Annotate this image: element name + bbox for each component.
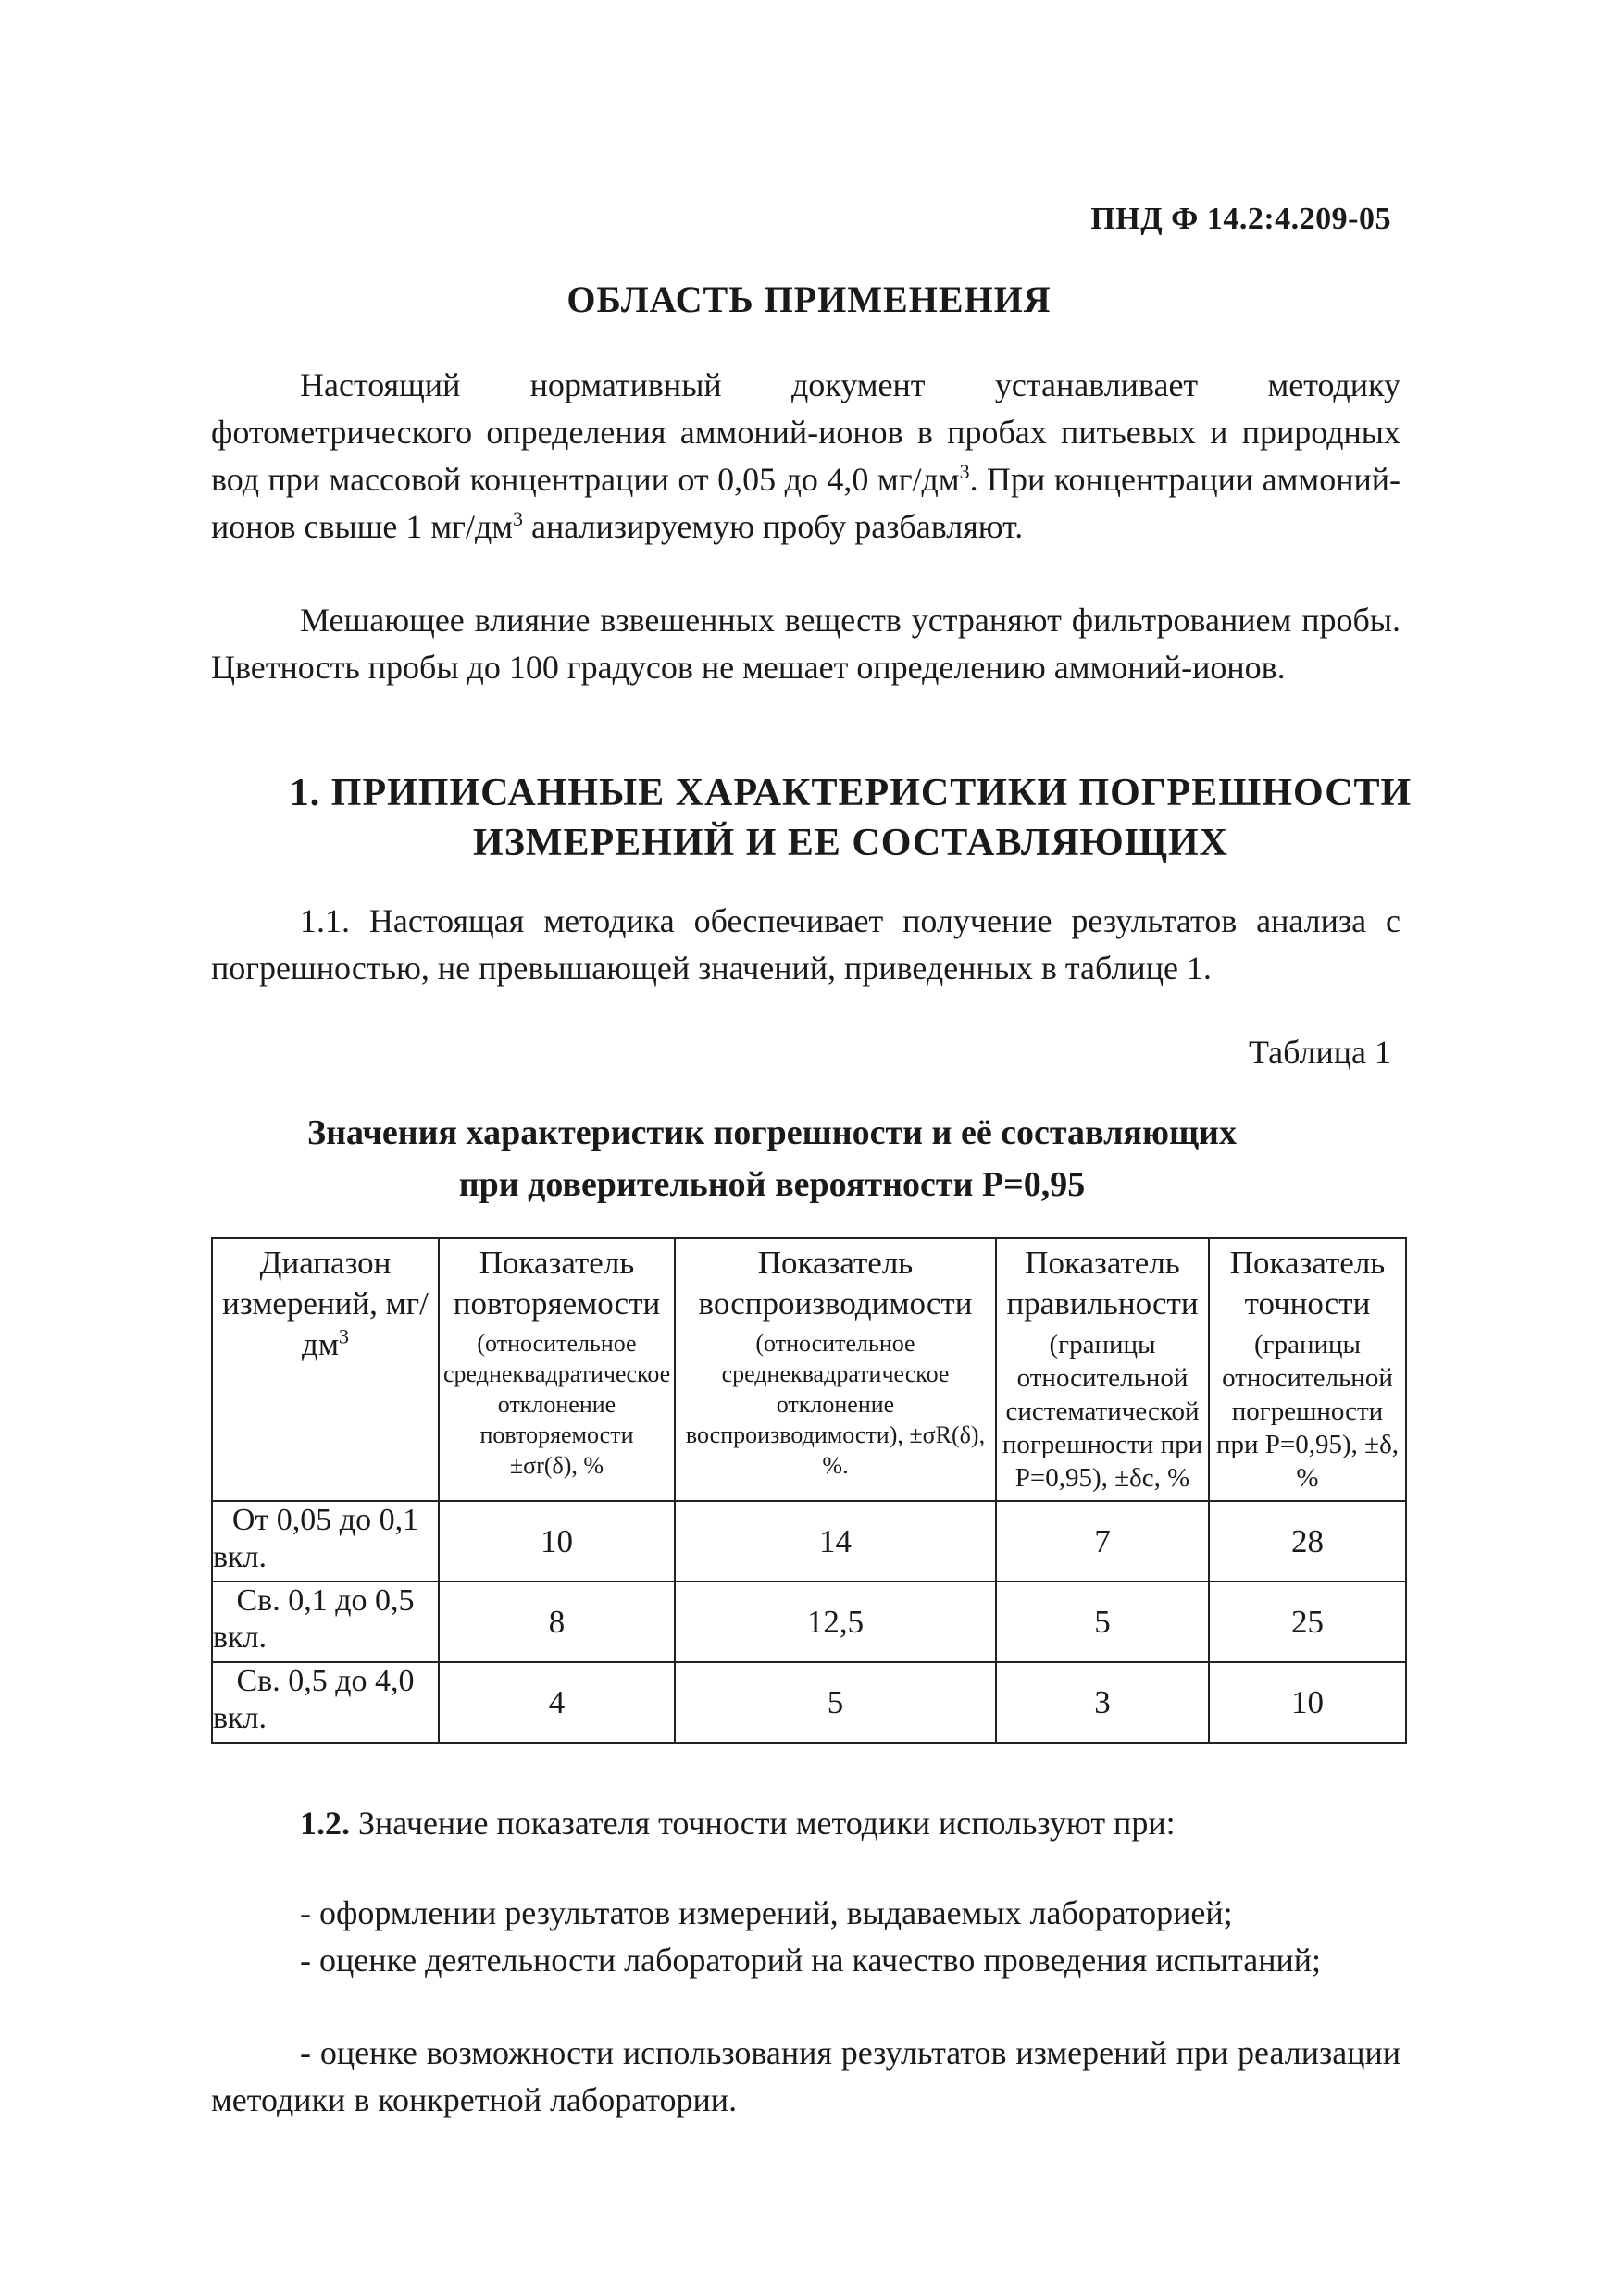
column-header-repeatability-label: Показатель повторяемости — [453, 1245, 661, 1322]
cell-repeatability: 4 — [439, 1662, 675, 1743]
column-header-accuracy-note: (границы относительной погрешности при Р=0,95), ±δ, % — [1215, 1330, 1399, 1493]
superscript-3: 3 — [959, 460, 970, 483]
table-label: Таблица 1 — [1249, 1034, 1391, 1071]
column-header-range-label: Диапазон измерений, мг/дм — [222, 1245, 429, 1362]
scope-paragraph-1-part1: Настоящий нормативный документ устанавливает методику фотометрического определения аммоний-ионов в пробах питьевых и природных вод при массовой концентрации от 0,05 до 4,0 мг/дм — [211, 366, 1400, 498]
cell-accuracy: 28 — [1209, 1501, 1406, 1582]
document-code: ПНД Ф 14.2:4.209-05 — [1090, 202, 1391, 236]
cell-accuracy: 25 — [1209, 1582, 1406, 1662]
column-header-reproducibility-label: Показатель воспроизводимости — [698, 1245, 973, 1322]
cell-correctness: 7 — [996, 1501, 1209, 1582]
error-characteristics-table — [211, 1237, 1407, 1744]
list-item: - оформлении результатов измерений, выдаваемых лабораторией; — [300, 1894, 1233, 1931]
cell-reproducibility: 5 — [675, 1662, 996, 1743]
scope-paragraph-2: Мешающее влияние взвешенных веществ устраняют фильтрованием пробы. Цветность пробы до 100 градусов не мешает определению аммоний-ионов. — [211, 602, 1400, 686]
table-title-line-1: Значения характеристик погрешности и её составляющих — [307, 1113, 1237, 1152]
column-header-accuracy-label: Показатель точности — [1229, 1245, 1386, 1322]
column-header-correctness — [996, 1238, 1209, 1501]
table-row — [212, 1582, 1406, 1662]
table-row — [212, 1501, 1406, 1582]
section-1-heading-line-2: ИЗМЕРЕНИЙ И ЕЕ СОСТАВЛЯЮЩИХ — [473, 822, 1228, 864]
table-title — [0, 1107, 1618, 1210]
column-header-range — [212, 1238, 439, 1501]
cell-range: От 0,05 до 0,1 вкл. — [212, 1501, 439, 1582]
column-header-repeatability-note: (относительное среднеквадратичеcкое отклонение повторяемости ±σr(δ), % — [443, 1330, 671, 1479]
table-title-line-2: при доверительной вероятности Р=0,95 — [458, 1165, 1086, 1204]
cell-reproducibility: 14 — [675, 1501, 996, 1582]
cell-correctness: 5 — [996, 1582, 1209, 1662]
paragraph-1-1: 1.1. Настоящая методика обеспечивает получение результатов анализа с погрешностью, не превышающей значений, приведенных в таблице 1. — [211, 902, 1400, 987]
list-item: - оценке деятельности лабораторий на качество проведения испытаний; — [300, 1942, 1322, 1979]
cell-range: Св. 0,5 до 4,0 вкл. — [212, 1662, 439, 1743]
scope-paragraph-1-part2: . При концентрации аммоний-ионов свыше 1 мг/дм — [211, 461, 1400, 545]
cell-repeatability: 10 — [439, 1501, 675, 1582]
cell-repeatability: 8 — [439, 1582, 675, 1662]
section-1-heading — [0, 768, 1618, 868]
column-header-reproducibility-note: (относительное среднеквадратическое отклонение воспроизводимости), ±σR(δ), %. — [685, 1330, 986, 1479]
paragraph-1-2-number: 1.2. — [300, 1805, 350, 1842]
superscript-3: 3 — [513, 507, 524, 530]
paragraph-1-2-text: Значение показателя точности методики используют при: — [350, 1805, 1176, 1842]
list-item: - оценке возможности использования результатов измерений при реализации методики в конкретной лаборатории. — [211, 2034, 1400, 2118]
scope-heading: ОБЛАСТЬ ПРИМЕНЕНИЯ — [566, 279, 1052, 320]
superscript-3: 3 — [338, 1324, 349, 1348]
column-header-repeatability — [439, 1238, 675, 1501]
table-row — [212, 1662, 1406, 1743]
scope-paragraph-1-part3: анализируемую пробу разбавляют. — [523, 508, 1024, 545]
cell-accuracy: 10 — [1209, 1662, 1406, 1743]
column-header-reproducibility — [675, 1238, 996, 1501]
cell-correctness: 3 — [996, 1662, 1209, 1743]
cell-reproducibility: 12,5 — [675, 1582, 996, 1662]
cell-range: Св. 0,1 до 0,5 вкл. — [212, 1582, 439, 1662]
column-header-correctness-label: Показатель правильности — [1006, 1245, 1199, 1322]
column-header-correctness-note: (границы относительной систематической погрешности при Р=0,95), ±δc, % — [1002, 1330, 1203, 1493]
paragraph-1-2 — [211, 1800, 1400, 1847]
scope-paragraph-1 — [211, 362, 1400, 551]
table-header-row — [212, 1238, 1406, 1501]
column-header-accuracy — [1209, 1238, 1406, 1501]
section-1-heading-line-1: 1. ПРИПИСАННЫЕ ХАРАКТЕРИСТИКИ ПОГРЕШНОСТИ — [289, 772, 1413, 814]
